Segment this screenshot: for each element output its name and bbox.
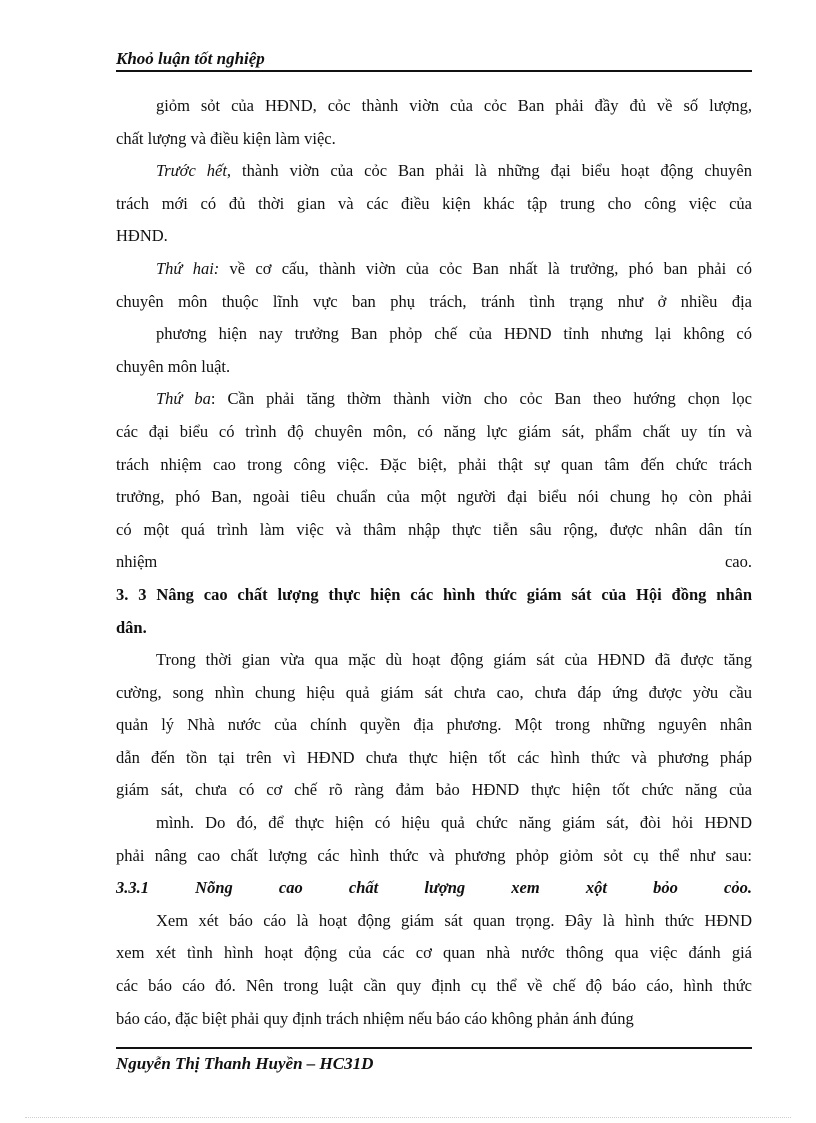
- footer-author: Nguyễn Thị Thanh Huyền – HC31D: [116, 1054, 374, 1073]
- text-line: chuyên môn thuộc lĩnh vực ban phụ trách, tránh tình trạng như ở nhiều địa: [116, 291, 752, 311]
- page-edge-divider: [25, 1117, 791, 1118]
- italic-lead: Thứ ba: [156, 389, 211, 409]
- section-heading: 3. 3 Nâng cao chất lượng thực hiện các hình thức giám sát của Hội đồng nhân: [116, 584, 752, 604]
- text-line: các báo cáo đó. Nên trong luật cần quy định cụ thể về chế độ báo cáo, hình thức: [116, 976, 752, 996]
- text-line: trách mới có đủ thời gian và các điều kiện khác tập trung cho công việc của: [116, 193, 752, 213]
- text-line: phương hiện nay trưởng Ban phỏp chế của HĐND tỉnh nhưng lại không có: [156, 324, 752, 344]
- italic-lead: Trước hết: [156, 161, 227, 181]
- text-line: các đại biểu có trình độ chuyên môn, có năng lực giám sát, phẩm chất uy tín và: [116, 421, 752, 441]
- subsection-heading: 3.3.1 Nõng cao chất lượng xem xột bỏo cỏo.: [116, 878, 752, 898]
- text-line: giỏm sỏt của HĐND, cỏc thành viờn của cỏc Ban phải đầy đủ về số lượng,: [156, 96, 752, 115]
- text-line: báo cáo, đặc biệt phải quy định trách nhiệm nếu báo cáo không phản ánh đúng: [116, 1008, 634, 1028]
- text-line: xem xét tình hình hoạt động của các cơ quan nhà nước thông qua việc đánh giá: [116, 943, 752, 963]
- page-footer: [116, 1047, 752, 1075]
- text-line: giám sát, chưa có cơ chế rõ ràng đảm bảo HĐND thực hiện tốt chức năng của: [116, 780, 752, 800]
- text-span: về cơ cấu, thành viờn của cỏc Ban nhất là trưởng, phó ban phải có: [219, 258, 752, 278]
- text-line: chất lượng và điều kiện làm việc.: [116, 128, 336, 148]
- text-line: Xem xét báo cáo là hoạt động giám sát quan trọng. Đây là hình thức HĐND: [156, 910, 752, 930]
- text-line: trưởng, phó Ban, ngoài tiêu chuẩn của một người đại biểu nói chung họ còn phải: [116, 487, 752, 507]
- text-span: : Cần phải tăng thờm thành viờn cho cỏc Ban theo hướng chọn lọc: [210, 389, 752, 409]
- text-span: nhiệm: [116, 552, 158, 572]
- text-line: trách nhiệm cao trong công việc. Đặc biệt, phải thật sự quan tâm đến chức trách: [116, 454, 752, 474]
- italic-lead: Thứ hai:: [156, 258, 220, 278]
- text-line: [116, 155, 752, 188]
- text-line: [116, 546, 752, 579]
- text-line: mình. Do đó, để thực hiện có hiệu quả chức năng giám sát, đòi hỏi HĐND: [156, 813, 752, 833]
- text-line: [116, 253, 752, 286]
- text-line: phải nâng cao chất lượng các hình thức và phương phỏp giỏm sỏt cụ thể như sau:: [116, 845, 752, 865]
- text-line: cường, song nhìn chung hiệu quả giám sát chưa cao, chưa đáp ứng được yờu cầu: [116, 682, 752, 702]
- text-span: , thành viờn của cỏc Ban phải là những đại biểu hoạt động chuyên: [226, 161, 752, 181]
- text-line: quản lý Nhà nước của chính quyền địa phương. Một trong những nguyên nhân: [116, 715, 752, 735]
- text-line: có một quá trình làm việc và thâm nhập thực tiễn sâu rộng, được nhân dân tín: [116, 519, 752, 539]
- text-line: dẫn đến tồn tại trên vì HĐND chưa thực hiện tốt các hình thức và phương pháp: [116, 747, 752, 767]
- document-body: [116, 90, 752, 1035]
- text-line: HĐND.: [116, 226, 168, 246]
- text-line: Trong thời gian vừa qua mặc dù hoạt động giám sát của HĐND đã được tăng: [156, 650, 752, 670]
- header-title: Khoỏ luận tốt nghiệp: [116, 49, 265, 68]
- text-line: chuyên môn luật.: [116, 356, 231, 376]
- section-heading-cont: dân.: [116, 617, 147, 637]
- page-header: [116, 48, 752, 72]
- text-line: [116, 383, 752, 416]
- text-span: cao.: [724, 552, 752, 572]
